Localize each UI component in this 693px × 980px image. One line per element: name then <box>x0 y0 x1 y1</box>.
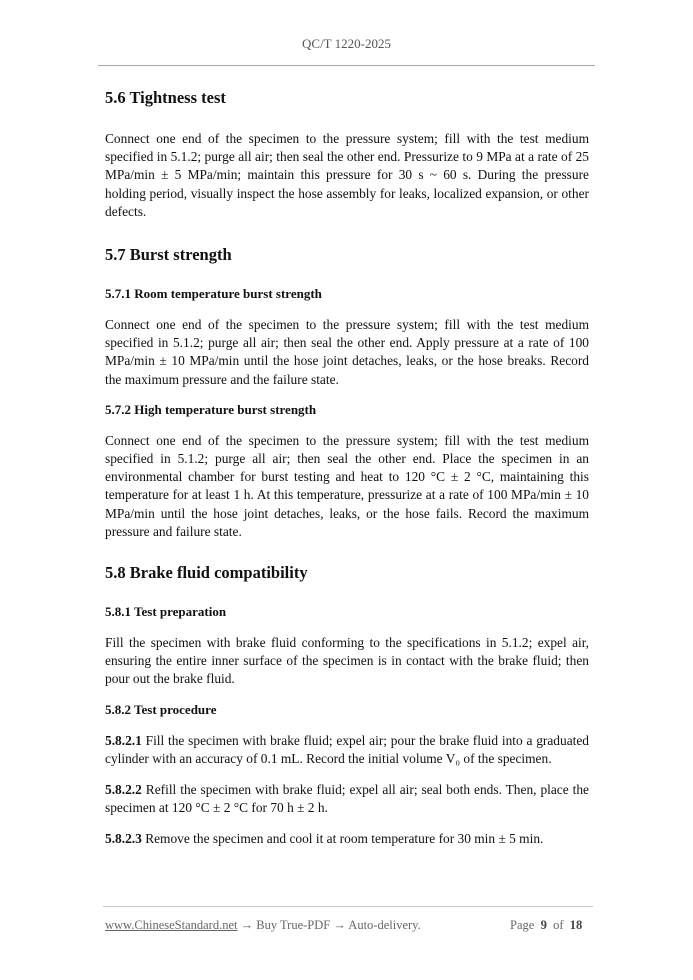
footer-promo <box>105 918 421 933</box>
clause-number: 5.8.2.3 <box>105 831 142 847</box>
section-5-7-2-body: Connect one end of the specimen to the pressure system; fill with the test medium specified in 5.1.2; purge all air; then seal the other end. Place the specimen in an environmental chamber for burst testing and heat to 120 °C ± 2 °C, maintaining this temperature for at least 1 h. At this temperature, pressurize at a rate of 100 MPa/min ± 10 MPa/min until the hose joint detaches, leaks, or the hose fails. Record the maximum pressure and failure state. <box>105 432 589 539</box>
section-5-8-2-title: 5.8.2 Test procedure <box>105 701 217 717</box>
clause-text: Refill the specimen with brake fluid; expel all air; seal both ends. Then, place the specimen at 120 °C ± 2 °C for 70 h ± 2 h. <box>105 782 589 816</box>
clause-number: 5.8.2.1 <box>105 732 142 748</box>
section-5-7-1-title: 5.7.1 Room temperature burst strength <box>105 286 322 302</box>
section-5-7-2-title: 5.7.2 High temperature burst strength <box>105 401 317 417</box>
clause-5-8-2-3 <box>105 830 589 848</box>
footer-divider <box>103 906 593 907</box>
clause-text: Fill the specimen with brake fluid; expel air; pour the brake fluid into a graduated cylinder with an accuracy of 0.1 mL. Record the initial volume V₀ of the specimen. <box>105 732 590 766</box>
website-link[interactable]: www.ChineseStandard.net <box>105 918 238 932</box>
section-5-8-1-title: 5.8.1 Test preparation <box>105 604 227 620</box>
of-label: of <box>553 918 564 932</box>
section-5-8-1-body: Fill the specimen with brake fluid conforming to the specifications in 5.1.2; expel air, ensuring the entire inner surface of the specimen is in contact with the brake fluid; then pour out the brake fluid. <box>105 635 589 687</box>
page-label: Page <box>510 918 535 932</box>
page-total: 18 <box>569 918 583 932</box>
clause-5-8-2-1 <box>105 732 589 768</box>
section-5-8-title: 5.8 Brake fluid compatibility <box>105 563 308 583</box>
page-content <box>105 86 589 849</box>
page-number <box>510 918 582 933</box>
section-5-7-title: 5.7 Burst strength <box>105 245 232 265</box>
document-id-header: QC/T 1220-2025 <box>302 36 391 51</box>
page-current: 9 <box>540 918 547 932</box>
section-5-6-title: 5.6 Tightness test <box>105 88 226 107</box>
clause-number: 5.8.2.2 <box>105 782 142 798</box>
clause-text: Remove the specimen and cool it at room temperature for 30 min ± 5 min. <box>145 831 544 847</box>
section-5-7-1-body: Connect one end of the specimen to the pressure system; fill with the test medium specified in 5.1.2; purge all air; then seal the other end. Apply pressure at a rate of 100 MPa/min ± 10 MPa/min until the hose joint detaches, leaks, or the hose breaks. Record the maximum pressure and the failure state. <box>105 317 589 387</box>
section-5-6-body: Connect one end of the specimen to the pressure system; fill with the test medium specified in 5.1.2; purge all air; then seal the other end. Pressurize to 9 MPa at a rate of 25 MPa/min ± 5 MPa/min; maintain this pressure for 30 s ~ 60 s. During the pressure holding period, visually inspect the hose assembly for leaks, localized expansion, or other defects. <box>105 131 589 219</box>
clause-5-8-2-2 <box>105 781 589 817</box>
footer-tagline: → Buy True-PDF → Auto-delivery. <box>237 918 421 932</box>
header-divider <box>98 65 595 66</box>
